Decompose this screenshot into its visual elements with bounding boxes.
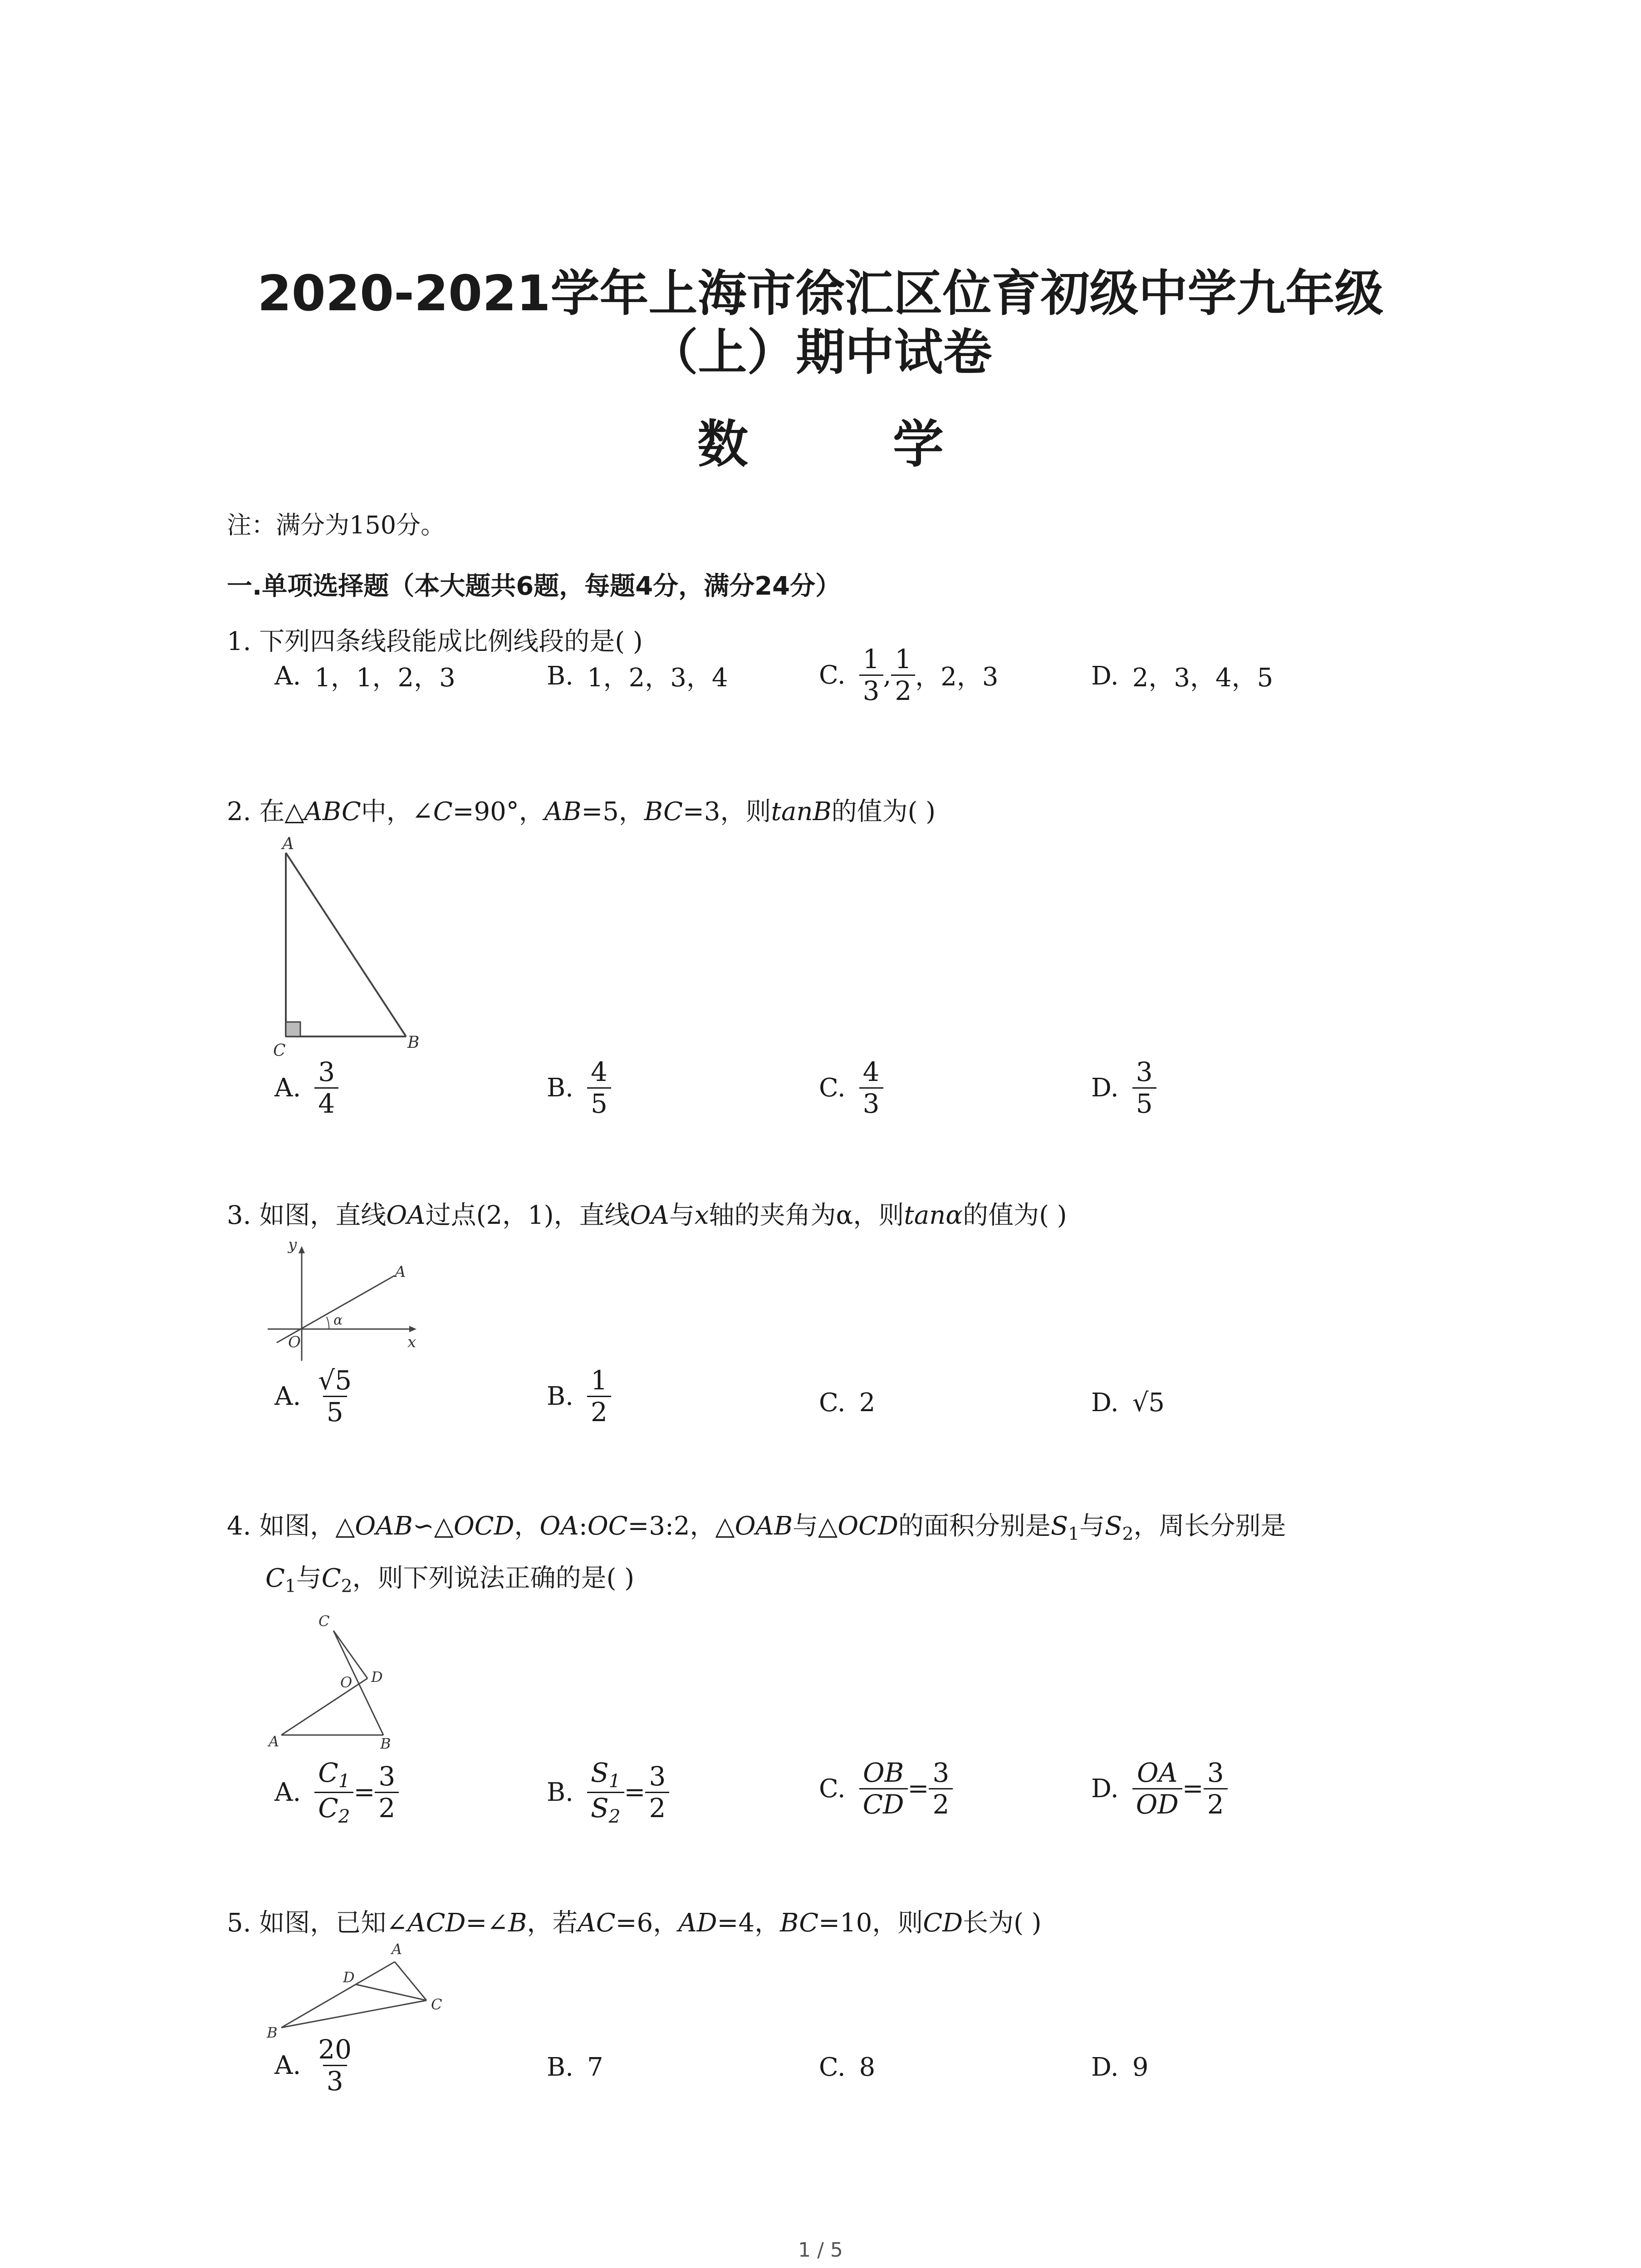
question-3-option-c[interactable] xyxy=(819,1388,875,1418)
option-label: D. xyxy=(1091,1774,1119,1804)
page-title-line2: （上）期中试卷 xyxy=(649,324,992,381)
question-5-stem: 5. 如图，已知∠ACD=∠B，若AC=6，AD=4，BC=10，则CD长为( ) xyxy=(227,1908,1042,1938)
axis-label-y: y xyxy=(288,1236,297,1254)
equals-sign: = xyxy=(907,1774,929,1804)
question-5-option-c[interactable] xyxy=(819,2053,875,2082)
question-5-figure xyxy=(254,1937,463,2041)
option-label: C. xyxy=(819,1388,846,1418)
vertex-label-c: C xyxy=(273,1041,286,1060)
fraction: $\frac{3}{4}$ xyxy=(314,1057,338,1119)
vertex-label-b: B xyxy=(407,1033,420,1052)
option-text: 1，2，3，4 xyxy=(587,663,728,693)
option-label: B. xyxy=(547,1777,573,1807)
angle-label-alpha: α xyxy=(333,1312,343,1328)
option-label: A. xyxy=(274,1381,301,1411)
question-1-option-a[interactable] xyxy=(274,658,456,694)
question-4-option-c[interactable] xyxy=(819,1758,953,1819)
option-text: 8 xyxy=(859,2053,876,2082)
vertex-label-o: O xyxy=(340,1674,353,1691)
origin-label-o: O xyxy=(288,1333,301,1351)
option-label: D. xyxy=(1091,661,1119,691)
vertex-label-a: A xyxy=(269,1733,279,1750)
question-5-option-a[interactable] xyxy=(274,2034,355,2096)
question-4-option-d[interactable] xyxy=(1091,1758,1228,1819)
question-1-option-b[interactable] xyxy=(547,658,728,694)
question-2-option-c[interactable] xyxy=(819,1057,883,1119)
option-text: 7 xyxy=(587,2053,603,2082)
option-text: √5 xyxy=(1132,1388,1165,1418)
equals-sign: = xyxy=(624,1777,646,1807)
fraction: $\frac{√5}{5}$ xyxy=(318,1365,352,1427)
question-4-option-b[interactable] xyxy=(547,1758,669,1827)
fraction: $\frac{C_1}{C_2}$ xyxy=(314,1758,353,1827)
fraction: $\frac{4}{3}$ xyxy=(859,1057,883,1119)
score-note: 注：满分为150分。 xyxy=(227,511,446,539)
separator: , xyxy=(883,660,892,690)
fraction: $\frac{3}{2}$ xyxy=(645,1761,669,1823)
question-4-stem-line2: $C_1$与$C_2$，则下列说法正确的是( ) xyxy=(265,1564,635,1597)
question-2-option-a[interactable] xyxy=(274,1057,338,1119)
question-2-option-d[interactable] xyxy=(1091,1057,1156,1119)
fraction: $\frac{OB}{CD}$ xyxy=(859,1758,908,1819)
option-label: B. xyxy=(547,1381,573,1411)
question-3-option-b[interactable] xyxy=(547,1365,611,1427)
equals-sign: = xyxy=(1182,1774,1204,1804)
vertex-label-d: D xyxy=(343,1969,355,1986)
vertex-label-a: A xyxy=(282,835,294,853)
fraction: $\frac{3}{2}$ xyxy=(929,1758,953,1819)
vertex-label-b: B xyxy=(380,1735,391,1752)
option-label: B. xyxy=(547,2053,573,2082)
fraction: $\frac{1}{2}$ xyxy=(587,1365,611,1427)
question-4-figure xyxy=(263,1608,426,1758)
fraction: $\frac{3}{2}$ xyxy=(1204,1758,1228,1819)
subject-title: 数 学 xyxy=(697,415,1007,474)
section-title: 一.单项选择题（本大题共6题，每题4分，满分24分） xyxy=(227,572,841,601)
question-3-stem: 3. 如图，直线OA过点(2，1)，直线OA与x轴的夹角为α，则tanα的值为( ) xyxy=(227,1201,1067,1230)
question-1-option-d[interactable] xyxy=(1091,658,1273,694)
fraction: $\frac{OA}{OD}$ xyxy=(1132,1758,1182,1819)
option-label: D. xyxy=(1091,1073,1119,1103)
option-text: 1，1，2，3 xyxy=(314,663,456,693)
option-label: A. xyxy=(274,1073,301,1103)
option-label: A. xyxy=(274,1777,301,1807)
option-label: B. xyxy=(547,661,573,691)
option-label: A. xyxy=(274,2050,301,2080)
question-3-option-d[interactable] xyxy=(1091,1388,1165,1418)
question-4-stem-line1: 4. 如图，△OAB∽△OCD，OA:OC=3:2，△OAB与△OCD的面积分别是$S_1$与$S_2$，周长分别是 xyxy=(227,1511,1286,1545)
vertex-label-a: A xyxy=(392,1941,402,1958)
option-label: C. xyxy=(819,1774,846,1804)
fraction: $\frac{3}{2}$ xyxy=(375,1761,399,1823)
question-5-option-d[interactable] xyxy=(1091,2053,1148,2082)
question-2-stem: 2. 在△ABC中，∠C=90°，AB=5，BC=3，则tanB的值为( ) xyxy=(227,797,936,826)
question-5-option-b[interactable] xyxy=(547,2053,603,2082)
vertex-label-c: C xyxy=(318,1613,330,1630)
vertex-label-c: C xyxy=(431,1996,442,2013)
option-label: C. xyxy=(819,1073,846,1103)
option-label: D. xyxy=(1091,2053,1119,2082)
question-2-figure xyxy=(263,835,445,1061)
fraction: $\frac{3}{5}$ xyxy=(1132,1057,1156,1119)
fraction: $\frac{S_1}{S_2}$ xyxy=(587,1758,624,1827)
axis-label-x: x xyxy=(407,1333,416,1351)
fraction: $\frac{4}{5}$ xyxy=(587,1057,611,1119)
option-text: 2，3，4，5 xyxy=(1132,663,1274,693)
option-label: C. xyxy=(819,2053,846,2082)
option-text: ，2，3 xyxy=(915,662,999,692)
equals-sign: = xyxy=(353,1777,375,1807)
point-label-a: A xyxy=(395,1263,406,1281)
question-1-stem: 1. 下列四条线段能成比例线段的是( ) xyxy=(227,627,643,656)
option-label: A. xyxy=(274,661,301,691)
vertex-label-b: B xyxy=(267,2024,278,2041)
question-3-figure xyxy=(263,1234,426,1365)
question-4-option-a[interactable] xyxy=(274,1758,399,1827)
option-label: C. xyxy=(819,660,846,690)
vertex-label-d: D xyxy=(371,1668,383,1686)
option-label: D. xyxy=(1091,1388,1119,1418)
fraction: $\frac{1}{3}$ xyxy=(859,644,883,706)
option-text: 9 xyxy=(1132,2053,1149,2082)
page-title-line1: 2020-2021学年上海市徐汇区位育初级中学九年级 xyxy=(257,265,1384,322)
question-2-option-b[interactable] xyxy=(547,1057,611,1119)
fraction: $\frac{20}{3}$ xyxy=(318,2034,352,2097)
question-3-option-a[interactable] xyxy=(274,1365,355,1427)
option-label: B. xyxy=(547,1073,573,1103)
option-text: 2 xyxy=(859,1388,876,1418)
question-1-option-c[interactable] xyxy=(819,644,999,706)
page-number: 1 / 5 xyxy=(798,2239,843,2262)
fraction: $\frac{1}{2}$ xyxy=(891,644,915,706)
right-angle-mark xyxy=(286,1022,300,1036)
